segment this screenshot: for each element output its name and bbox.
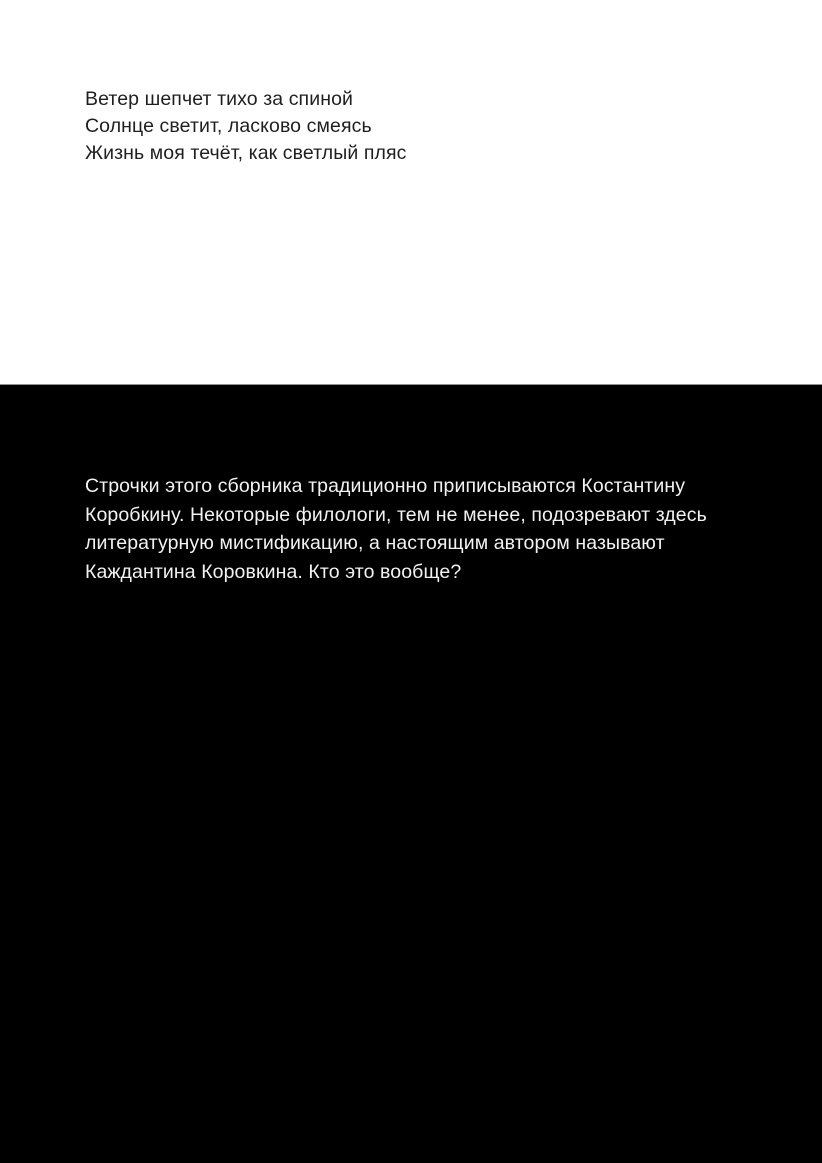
commentary-text [85, 472, 707, 586]
poem-section [0, 0, 822, 384]
commentary-line: Строчки этого сборника традиционно приписываются Костантину [85, 475, 686, 497]
poem-line: Ветер шепчет тихо за спиной [85, 88, 354, 110]
poem-line: Жизнь моя течёт, как светлый пляс [85, 142, 407, 164]
poem-text [85, 86, 407, 167]
commentary-line: Каждантина Коровкина. Кто это вообще? [85, 560, 462, 583]
commentary-line: Коробкину. Некоторые филологи, тем не менее, подозревают здесь [85, 503, 707, 526]
poem-line: Солнце светит, ласково смеясь [85, 115, 372, 137]
commentary-line: литературную мистификацию, а настоящим автором называют [85, 532, 665, 554]
commentary-section [0, 384, 822, 1163]
